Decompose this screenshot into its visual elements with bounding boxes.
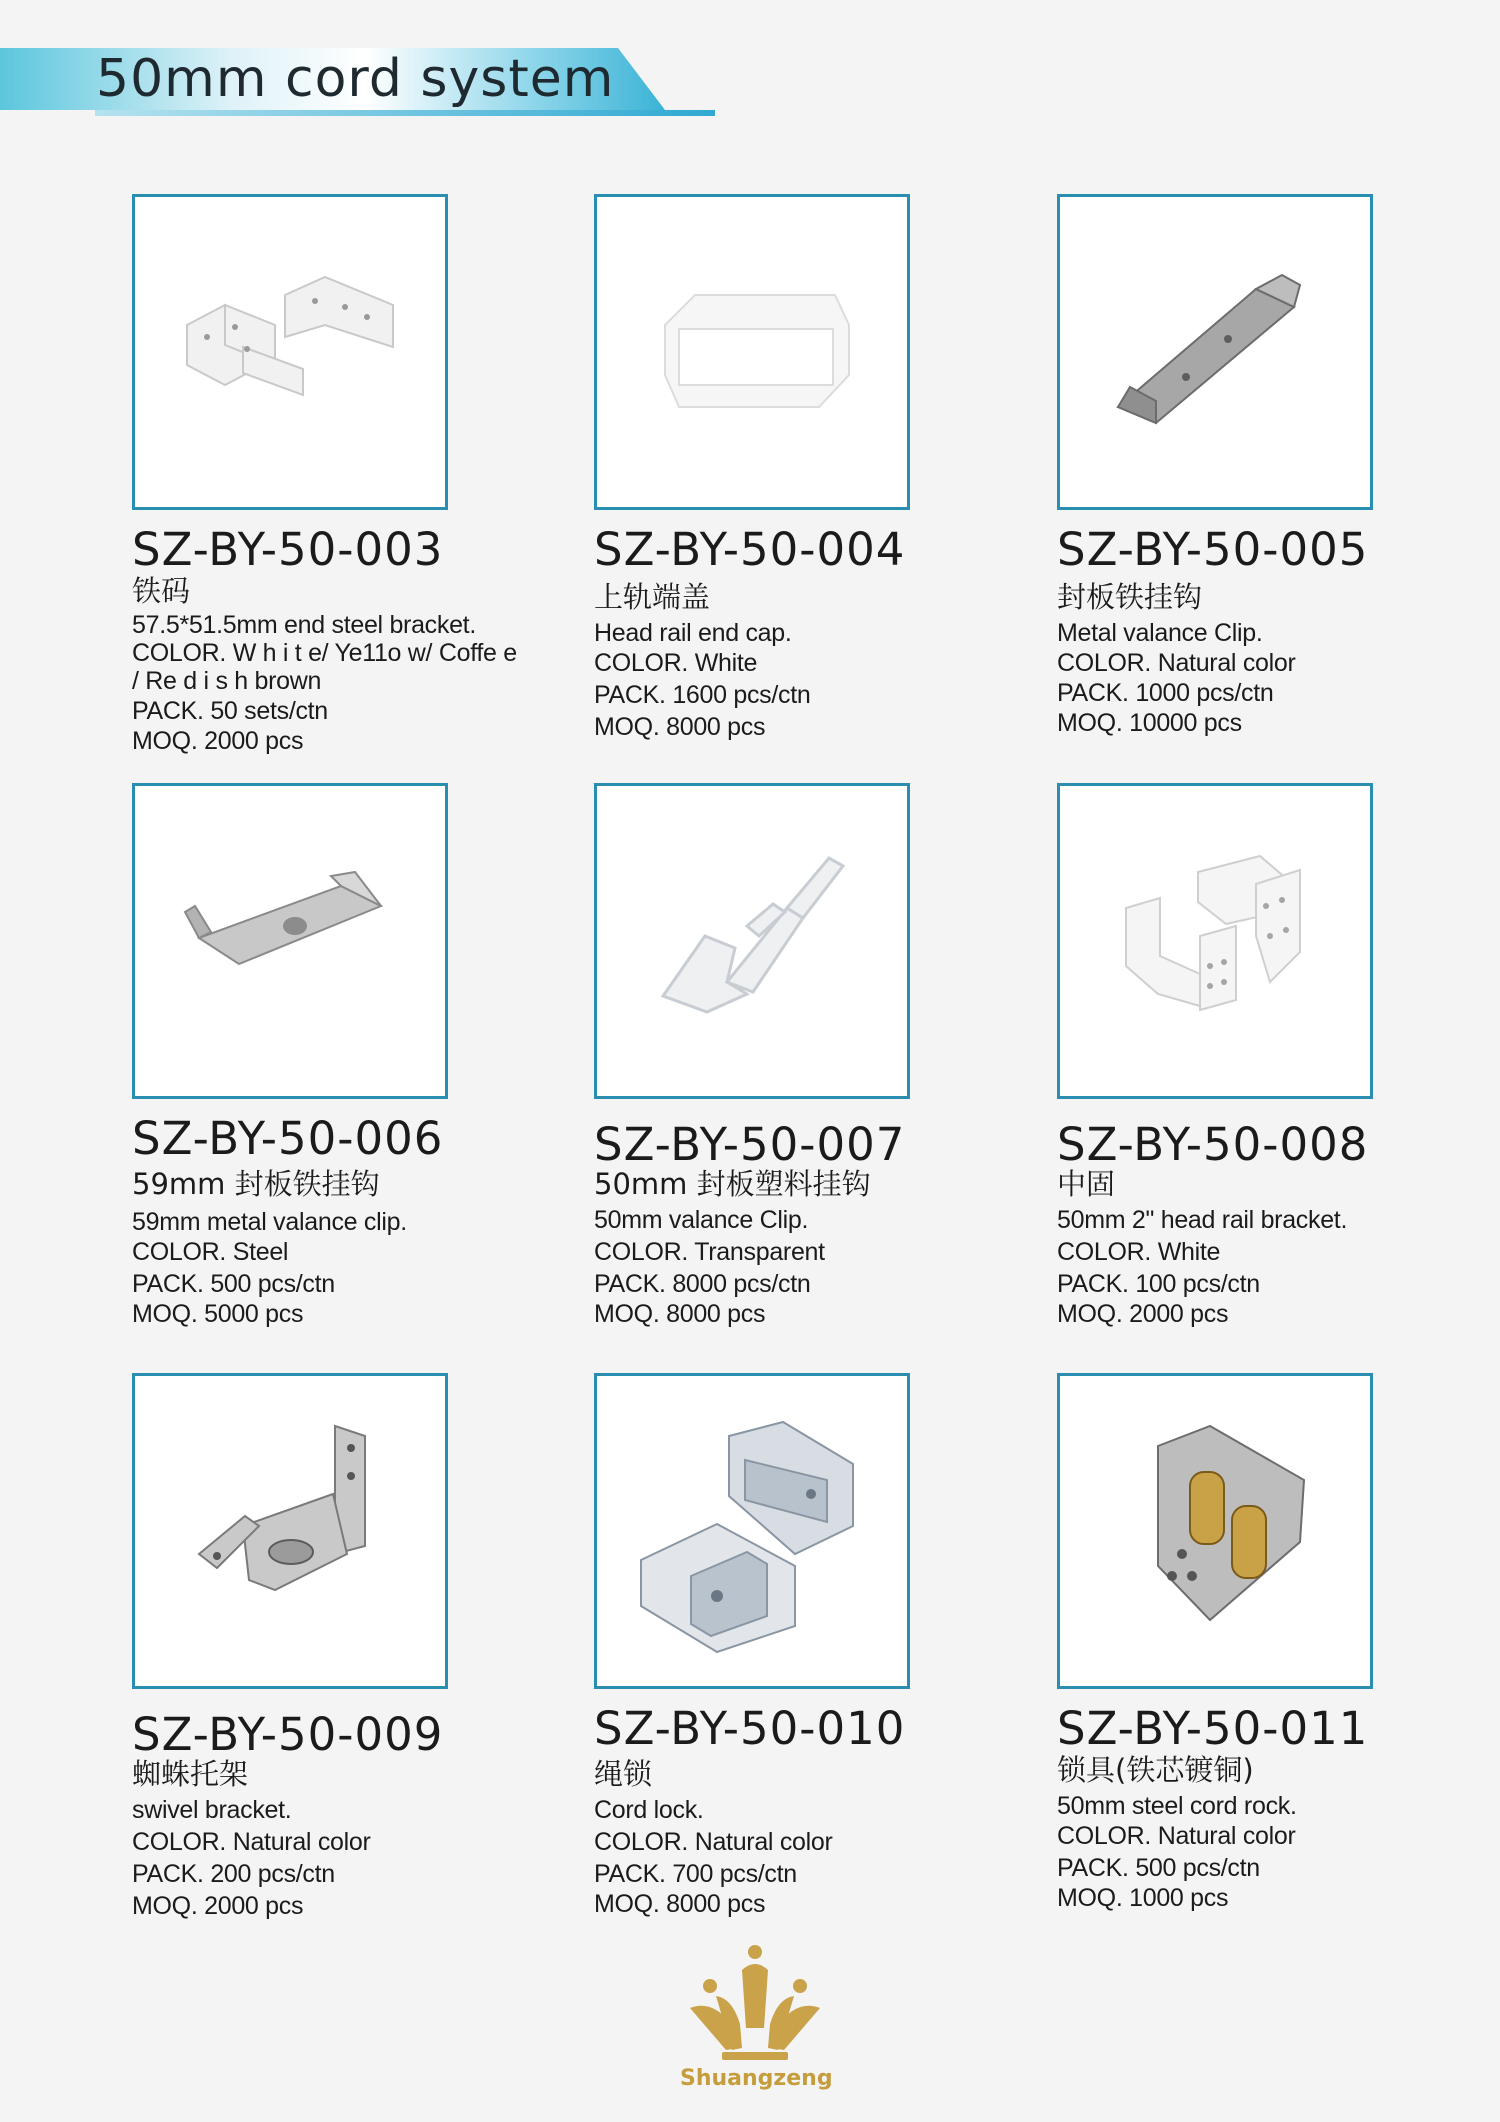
product-color: COLOR. W h i t e/ Ye11o w/ Coffe e (132, 639, 517, 667)
product-color: COLOR. Natural color (132, 1828, 371, 1856)
product-code: SZ-BY-50-008 (1057, 1118, 1369, 1171)
product-code: SZ-BY-50-007 (594, 1118, 906, 1171)
product-chinese-name: 蜘蛛托架 (132, 1757, 249, 1791)
product-color: COLOR. Natural color (1057, 649, 1296, 677)
product-code: SZ-BY-50-004 (594, 523, 906, 576)
white-end-bracket-icon (135, 197, 445, 507)
plastic-valance-clip-icon (597, 786, 907, 1096)
product-color: COLOR. Natural color (594, 1828, 833, 1856)
product-photo (1057, 1373, 1373, 1689)
product-color: COLOR. White (594, 649, 758, 677)
product-card[interactable] (1057, 783, 1477, 1343)
brand-logo (680, 1940, 833, 2100)
product-photo (1057, 194, 1373, 510)
product-pack: PACK. 50 sets/ctn (132, 697, 328, 725)
product-moq: MOQ. 8000 pcs (594, 713, 766, 741)
product-color: COLOR. Transparent (594, 1238, 825, 1266)
product-photo (594, 1373, 910, 1689)
product-chinese-name: 封板铁挂钩 (1057, 580, 1203, 614)
product-pack: PACK. 1600 pcs/ctn (594, 681, 811, 709)
product-card[interactable] (594, 783, 1014, 1343)
product-description: 50mm 2" head rail bracket. (1057, 1206, 1348, 1234)
brand-name: Shuangzeng (680, 2066, 833, 2091)
cord-lock-icon (597, 1376, 907, 1686)
page-title: 50mm cord system (96, 49, 615, 109)
product-chinese-name: 绳锁 (594, 1757, 653, 1791)
product-color: COLOR. White (1057, 1238, 1221, 1266)
product-photo (132, 1373, 448, 1689)
product-description: Metal valance Clip. (1057, 619, 1263, 647)
product-code: SZ-BY-50-003 (132, 523, 444, 576)
product-code: SZ-BY-50-010 (594, 1702, 906, 1755)
product-chinese-name: 中固 (1057, 1167, 1116, 1201)
product-photo (132, 194, 448, 510)
metal-valance-clip-icon (1060, 197, 1370, 507)
product-card[interactable] (594, 1373, 1014, 1933)
product-card[interactable] (132, 194, 552, 764)
product-pack: PACK. 700 pcs/ctn (594, 1860, 797, 1888)
swivel-bracket-icon (135, 1376, 445, 1686)
product-description: 50mm steel cord rock. (1057, 1792, 1297, 1820)
product-pack: PACK. 500 pcs/ctn (132, 1270, 335, 1298)
product-card[interactable] (594, 194, 1014, 764)
product-photo (132, 783, 448, 1099)
end-cap-icon (597, 197, 907, 507)
product-description: 50mm valance Clip. (594, 1206, 809, 1234)
product-code: SZ-BY-50-011 (1057, 1702, 1369, 1755)
product-moq: MOQ. 2000 pcs (132, 1892, 304, 1920)
product-moq: MOQ. 10000 pcs (1057, 709, 1242, 737)
product-code: SZ-BY-50-005 (1057, 523, 1369, 576)
product-card[interactable] (132, 1373, 552, 1933)
product-pack: PACK. 1000 pcs/ctn (1057, 679, 1274, 707)
product-color: COLOR. Steel (132, 1238, 289, 1266)
product-card[interactable] (1057, 194, 1477, 764)
product-description: Cord lock. (594, 1796, 704, 1824)
steel-clip-icon (135, 786, 445, 1096)
product-moq: MOQ. 1000 pcs (1057, 1884, 1229, 1912)
product-code: SZ-BY-50-009 (132, 1708, 444, 1761)
product-chinese-name: 上轨端盖 (594, 580, 711, 614)
product-chinese-name: 锁具(铁芯镀铜) (1057, 1753, 1254, 1787)
product-description: Head rail end cap. (594, 619, 792, 647)
product-chinese-name: 59mm 封板铁挂钩 (132, 1167, 380, 1201)
product-pack: PACK. 200 pcs/ctn (132, 1860, 335, 1888)
product-pack: PACK. 500 pcs/ctn (1057, 1854, 1260, 1882)
product-moq: MOQ. 8000 pcs (594, 1890, 766, 1918)
steel-cord-lock-rollers-icon (1060, 1376, 1370, 1686)
product-moq: MOQ. 2000 pcs (132, 727, 304, 755)
product-color: COLOR. Natural color (1057, 1822, 1296, 1850)
product-description: 59mm metal valance clip. (132, 1208, 407, 1236)
product-description: swivel bracket. (132, 1796, 292, 1824)
product-card[interactable] (132, 783, 552, 1343)
head-rail-bracket-icon (1060, 786, 1370, 1096)
product-chinese-name: 铁码 (132, 574, 191, 608)
crown-icon (680, 1940, 830, 2065)
product-moq: MOQ. 8000 pcs (594, 1300, 766, 1328)
product-photo (594, 783, 910, 1099)
product-moq: MOQ. 2000 pcs (1057, 1300, 1229, 1328)
product-moq: MOQ. 5000 pcs (132, 1300, 304, 1328)
product-pack: PACK. 100 pcs/ctn (1057, 1270, 1260, 1298)
product-description: 57.5*51.5mm end steel bracket. (132, 611, 476, 639)
product-chinese-name: 50mm 封板塑料挂钩 (594, 1167, 871, 1201)
product-photo (1057, 783, 1373, 1099)
product-photo (594, 194, 910, 510)
product-code: SZ-BY-50-006 (132, 1112, 444, 1165)
product-card[interactable] (1057, 1373, 1477, 1933)
product-color-continued: / Re d i s h brown (132, 667, 322, 695)
product-pack: PACK. 8000 pcs/ctn (594, 1270, 811, 1298)
